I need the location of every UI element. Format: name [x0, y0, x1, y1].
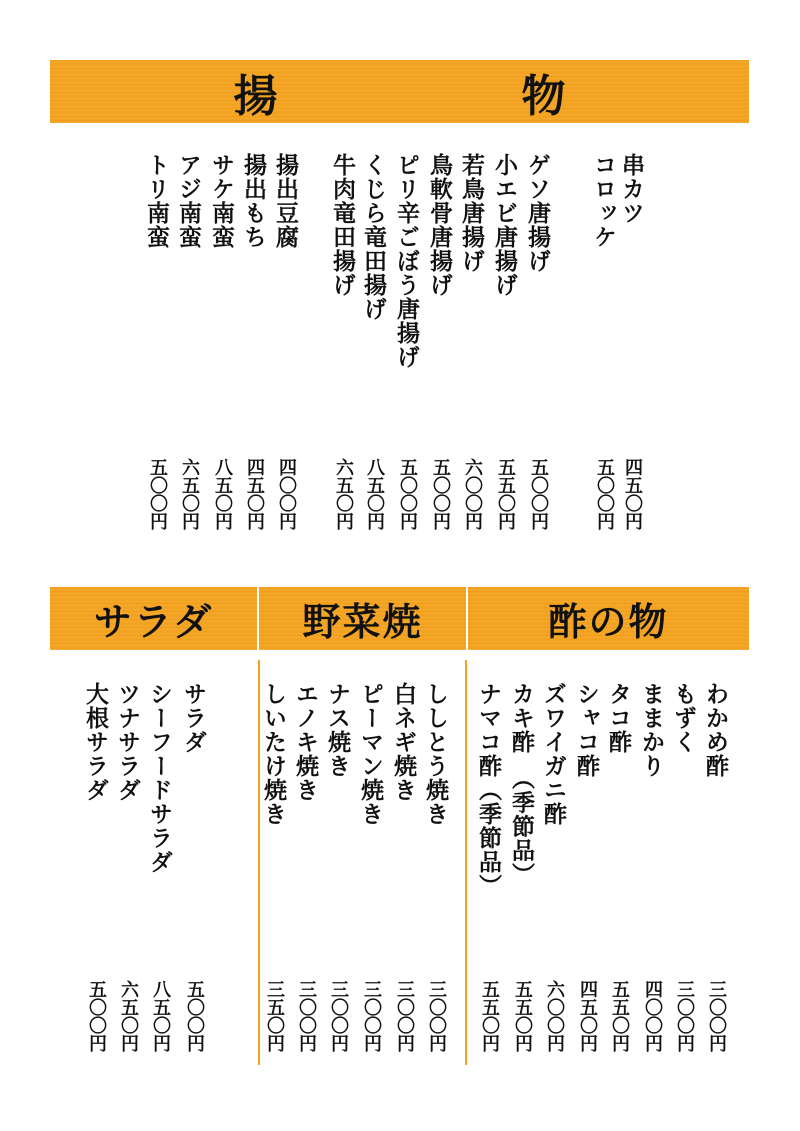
sunomono-item-name: ままかり	[638, 682, 665, 778]
agemono-item-name: 小エビ唐揚げ	[491, 153, 518, 297]
agemono-item-price: 五〇〇円	[430, 458, 451, 530]
salad-item-name: 大根サラダ	[82, 682, 109, 802]
agemono-item-price: 四五〇円	[622, 458, 643, 530]
agemono-item-price: 六五〇円	[179, 458, 200, 530]
sunomono-item-name: ナマコ酢（季節品）	[475, 682, 502, 898]
sunomono-item-price: 三〇〇円	[706, 980, 727, 1052]
sunomono-item-price: 五五〇円	[512, 980, 533, 1052]
agemono-item-name: 若鳥唐揚げ	[458, 153, 485, 273]
yasai-item-name: しいたけ焼き	[260, 682, 287, 826]
yasai-item-price: 三〇〇円	[328, 980, 349, 1052]
sunomono-item-name: わかめ酢	[702, 682, 729, 778]
sunomono-header	[468, 587, 749, 650]
salad-item-name: サラダ	[180, 682, 207, 754]
salad-header	[50, 587, 257, 650]
sunomono-item-name: ズワイガニ酢	[540, 682, 567, 826]
agemono-title: 揚 物	[233, 70, 666, 122]
salad-item-price: 八五〇円	[150, 980, 171, 1052]
salad-item-price: 六五〇円	[118, 980, 139, 1052]
sunomono-item-price: 五五〇円	[609, 980, 630, 1052]
sunomono-item-name: もずく	[670, 682, 697, 754]
yasai-item-price: 三五〇円	[264, 980, 285, 1052]
sunomono-item-price: 五五〇円	[479, 980, 500, 1052]
agemono-item-price: 四〇〇円	[276, 458, 297, 530]
agemono-item-price: 八五〇円	[212, 458, 233, 530]
yasai-item-name: ナス焼き	[324, 682, 351, 778]
salad-item-name: ツナサラダ	[114, 682, 141, 802]
agemono-item-name: 揚出もち	[240, 153, 267, 249]
yasai-header	[259, 587, 466, 650]
yasai-item-name: ピーマン焼き	[357, 682, 384, 826]
salad-title: サラダ	[93, 599, 214, 644]
agemono-item-name: くじら竜田揚げ	[360, 153, 387, 321]
yasai-item-name: エノキ焼き	[292, 682, 319, 802]
agemono-item-price: 五〇〇円	[528, 458, 549, 530]
yasai-item-price: 三〇〇円	[361, 980, 382, 1052]
lower-header-row	[50, 587, 749, 650]
agemono-item-name: トリ南蛮	[143, 153, 170, 249]
agemono-item-name: コロッケ	[590, 153, 617, 249]
sunomono-item-price: 四〇〇円	[642, 980, 663, 1052]
column-divider	[465, 660, 467, 1065]
sunomono-item-name: タコ酢	[605, 682, 632, 754]
yasai-item-name: ししとう焼き	[422, 682, 449, 826]
agemono-item-price: 五〇〇円	[397, 458, 418, 530]
sunomono-item-price: 四五〇円	[577, 980, 598, 1052]
agemono-item-name: 鳥軟骨唐揚げ	[426, 153, 453, 297]
agemono-header	[50, 60, 749, 123]
agemono-item-name: サケ南蛮	[208, 153, 235, 249]
agemono-item-name: 揚出豆腐	[272, 153, 299, 249]
agemono-item-price: 六五〇円	[333, 458, 354, 530]
sunomono-item-name: シャコ酢	[573, 682, 600, 778]
sunomono-item-price: 三〇〇円	[674, 980, 695, 1052]
sunomono-title: 酢の物	[548, 599, 669, 644]
agemono-item-name: ゲソ唐揚げ	[524, 153, 551, 273]
agemono-item-name: ピリ辛ごぼう唐揚げ	[393, 153, 420, 369]
yasai-item-price: 三〇〇円	[394, 980, 415, 1052]
yasai-title: 野菜焼	[302, 599, 423, 644]
yasai-item-price: 三〇〇円	[296, 980, 317, 1052]
agemono-item-price: 四五〇円	[244, 458, 265, 530]
salad-item-price: 五〇〇円	[184, 980, 205, 1052]
agemono-item-price: 五〇〇円	[147, 458, 168, 530]
salad-item-price: 五〇〇円	[86, 980, 107, 1052]
sunomono-item-name: カキ酢 （季節品）	[508, 682, 535, 887]
agemono-item-price: 八五〇円	[364, 458, 385, 530]
sunomono-item-price: 六〇〇円	[544, 980, 565, 1052]
agemono-item-price: 五〇〇円	[594, 458, 615, 530]
yasai-item-price: 三〇〇円	[426, 980, 447, 1052]
salad-item-name: シーフードサラダ	[146, 682, 173, 874]
agemono-item-name: アジ南蛮	[175, 153, 202, 249]
agemono-item-name: 牛肉竜田揚げ	[329, 153, 356, 297]
yasai-item-name: 白ネギ焼き	[390, 682, 417, 802]
agemono-item-price: 五五〇円	[495, 458, 516, 530]
agemono-item-price: 六〇〇円	[462, 458, 483, 530]
agemono-item-name: 串カツ	[618, 153, 645, 225]
